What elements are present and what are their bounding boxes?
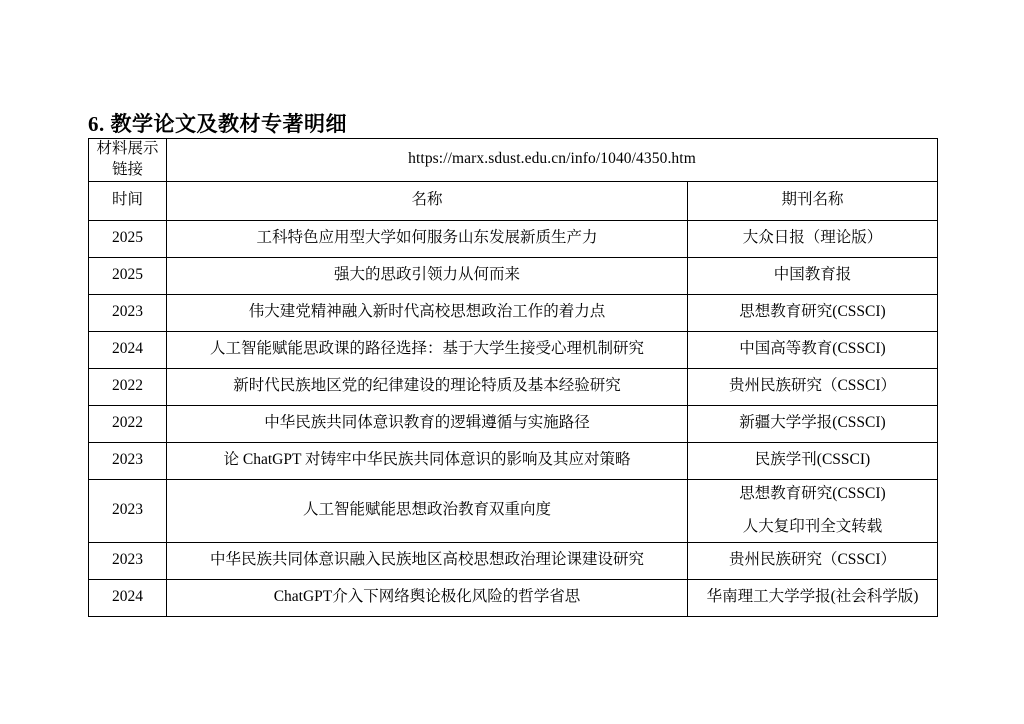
material-link-label: 材料展示链接 xyxy=(89,139,167,182)
cell-time: 2025 xyxy=(89,220,167,257)
cell-journal: 华南理工大学学报(社会科学版) xyxy=(688,579,938,616)
table-row xyxy=(89,479,938,542)
table-row xyxy=(89,294,938,331)
table-row xyxy=(89,220,938,257)
cell-journal: 民族学刊(CSSCI) xyxy=(688,442,938,479)
table-row xyxy=(89,405,938,442)
page-title: 6. 教学论文及教材专著明细 xyxy=(88,112,347,136)
cell-name: 人工智能赋能思想政治教育双重向度 xyxy=(167,479,688,542)
cell-time: 2022 xyxy=(89,368,167,405)
material-link-row xyxy=(89,139,938,182)
cell-time: 2025 xyxy=(89,257,167,294)
cell-journal: 中国教育报 xyxy=(688,257,938,294)
table-row xyxy=(89,542,938,579)
cell-name: 人工智能赋能思政课的路径选择：基于大学生接受心理机制研究 xyxy=(167,331,688,368)
publications-table xyxy=(88,138,938,617)
cell-time: 2024 xyxy=(89,331,167,368)
cell-journal: 新疆大学学报(CSSCI) xyxy=(688,405,938,442)
cell-name: 强大的思政引领力从何而来 xyxy=(167,257,688,294)
cell-name: 论 ChatGPT 对铸牢中华民族共同体意识的影响及其应对策略 xyxy=(167,442,688,479)
cell-time: 2023 xyxy=(89,542,167,579)
cell-journal xyxy=(688,479,938,542)
table-row xyxy=(89,442,938,479)
cell-time: 2022 xyxy=(89,405,167,442)
cell-journal: 中国高等教育(CSSCI) xyxy=(688,331,938,368)
table-row xyxy=(89,331,938,368)
cell-journal: 思想教育研究(CSSCI) xyxy=(688,294,938,331)
column-header-name: 名称 xyxy=(167,181,688,220)
cell-time: 2023 xyxy=(89,479,167,542)
cell-name: ChatGPT介入下网络舆论极化风险的哲学省思 xyxy=(167,579,688,616)
cell-journal: 贵州民族研究（CSSCI） xyxy=(688,368,938,405)
cell-time: 2024 xyxy=(89,579,167,616)
cell-name: 中华民族共同体意识教育的逻辑遵循与实施路径 xyxy=(167,405,688,442)
cell-journal-line-2: 人大复印刊全文转载 xyxy=(742,517,883,535)
material-link-url[interactable]: https://marx.sdust.edu.cn/info/1040/4350.htm xyxy=(167,139,938,182)
cell-name: 中华民族共同体意识融入民族地区高校思想政治理论课建设研究 xyxy=(167,542,688,579)
cell-time: 2023 xyxy=(89,442,167,479)
cell-journal: 大众日报（理论版） xyxy=(688,220,938,257)
cell-journal-line-1: 思想教育研究(CSSCI) xyxy=(739,484,886,502)
cell-name: 新时代民族地区党的纪律建设的理论特质及基本经验研究 xyxy=(167,368,688,405)
cell-name: 伟大建党精神融入新时代高校思想政治工作的着力点 xyxy=(167,294,688,331)
column-header-journal: 期刊名称 xyxy=(688,181,938,220)
table-row xyxy=(89,579,938,616)
column-header-time: 时间 xyxy=(89,181,167,220)
cell-journal: 贵州民族研究（CSSCI） xyxy=(688,542,938,579)
cell-time: 2023 xyxy=(89,294,167,331)
publications-table-wrapper xyxy=(88,138,937,617)
table-header-row xyxy=(89,181,938,220)
table-row xyxy=(89,257,938,294)
cell-name: 工科特色应用型大学如何服务山东发展新质生产力 xyxy=(167,220,688,257)
table-row xyxy=(89,368,938,405)
